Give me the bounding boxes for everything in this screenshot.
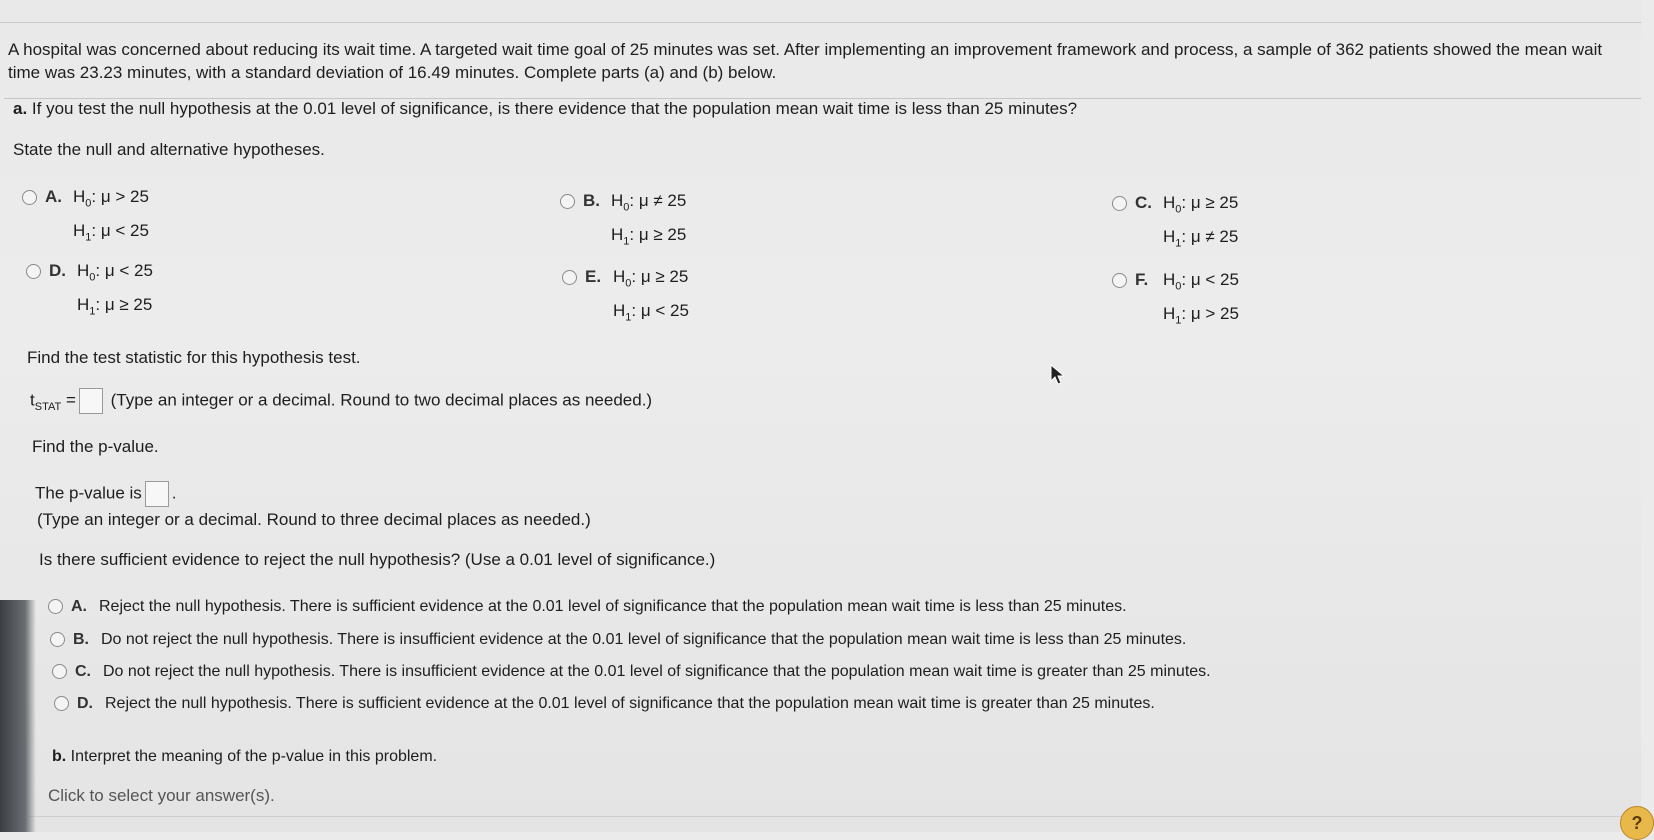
option-letter: B. xyxy=(583,191,600,210)
hypothesis-option-c[interactable]: C. $H_0$: μ ≥ 25 $H_1$: μ ≠ 25 xyxy=(1112,189,1238,258)
h0-subscript: 0 xyxy=(1175,203,1182,216)
h0-subscript: 0 xyxy=(1175,280,1182,293)
option-letter: F. xyxy=(1135,270,1149,289)
radio-button[interactable] xyxy=(560,194,575,209)
option-letter: E. xyxy=(585,267,602,286)
part-a-text: If you test the null hypothesis at the 0.01 level of significance, is there evidence that the population mean wait time is less than 25 minutes? xyxy=(31,99,1078,118)
period: . xyxy=(171,483,177,503)
pvalue-prompt: Find the p-value. xyxy=(32,437,159,456)
h0-value: μ ≥ 25 xyxy=(1190,193,1239,212)
pvalue-input[interactable] xyxy=(145,481,169,507)
decision-option-c[interactable] xyxy=(52,663,1211,681)
h0-subscript: 0 xyxy=(85,197,92,210)
h1-value: μ < 25 xyxy=(100,221,149,241)
tstat-row xyxy=(30,388,652,414)
h0-subscript: 0 xyxy=(89,271,96,284)
h0-value: μ > 25 xyxy=(100,187,149,206)
tstat-input[interactable] xyxy=(79,388,103,414)
click-to-select-prompt[interactable]: Click to select your answer(s). xyxy=(48,786,275,805)
h1-symbol: H xyxy=(1163,227,1176,247)
option-text: Do not reject the null hypothesis. There is insufficient evidence at the 0.01 level of significance that the population mean wait time is greater than 25 minutes. xyxy=(103,663,1211,680)
help-button[interactable]: ? xyxy=(1620,806,1654,840)
radio-button[interactable] xyxy=(1112,273,1127,288)
h0-symbol: H xyxy=(1163,270,1176,289)
h1-value: μ ≠ 25 xyxy=(1190,227,1239,247)
h0-symbol: H xyxy=(77,261,90,280)
h1-subscript: 1 xyxy=(625,311,632,324)
h1-symbol: H xyxy=(1163,304,1176,324)
h1-symbol: H xyxy=(73,221,86,241)
option-letter: D. xyxy=(49,261,66,280)
option-letter: D. xyxy=(77,695,93,712)
test-statistic-prompt: Find the test statistic for this hypothesis test. xyxy=(27,348,361,367)
h0-value: μ ≠ 25 xyxy=(638,191,687,210)
radio-button[interactable] xyxy=(48,599,63,614)
state-hypotheses-prompt: State the null and alternative hypotheses. xyxy=(13,140,325,159)
h1-subscript: 1 xyxy=(1175,314,1182,327)
part-b-label: b. xyxy=(52,748,67,765)
mouse-cursor-icon xyxy=(1050,364,1066,386)
hypothesis-option-d[interactable]: D. $H_0$: μ < 25 $H_1$: μ ≥ 25 xyxy=(26,257,153,326)
bottom-divider xyxy=(0,816,1641,817)
tstat-hint: (Type an integer or a decimal. Round to two decimal places as needed.) xyxy=(110,390,653,410)
tstat-label: t xyxy=(30,390,35,410)
option-letter: A. xyxy=(71,598,87,615)
radio-button[interactable] xyxy=(26,264,41,279)
h1-symbol: H xyxy=(613,301,626,321)
h0-value: μ < 25 xyxy=(1190,270,1239,289)
h0-symbol: H xyxy=(73,187,86,206)
decision-option-b[interactable] xyxy=(50,631,1186,649)
h1-symbol: H xyxy=(611,225,624,245)
top-divider xyxy=(0,22,1641,23)
hypothesis-option-f[interactable]: F. $H_0$: μ < 25 $H_1$: μ > 25 xyxy=(1112,266,1239,335)
decision-option-a[interactable] xyxy=(48,598,1127,616)
h0-value: μ ≥ 25 xyxy=(640,267,689,286)
h0-subscript: 0 xyxy=(625,277,632,290)
h1-value: μ ≥ 25 xyxy=(104,295,153,315)
radio-button[interactable] xyxy=(50,632,65,647)
option-text: Reject the null hypothesis. There is sufficient evidence at the 0.01 level of significance that the population mean wait time is greater than 25 minutes. xyxy=(105,695,1155,712)
decision-prompt: Is there sufficient evidence to reject the null hypothesis? (Use a 0.01 level of significance.) xyxy=(39,550,716,569)
option-text: Do not reject the null hypothesis. There is insufficient evidence at the 0.01 level of significance that the population mean wait time is less than 25 minutes. xyxy=(101,631,1187,648)
hypothesis-option-e[interactable]: E. $H_0$: μ ≥ 25 $H_1$: μ < 25 xyxy=(562,263,689,332)
part-a-question xyxy=(13,99,1077,119)
pvalue-label: The p-value is xyxy=(35,483,142,503)
h1-subscript: 1 xyxy=(85,231,92,244)
part-b-text: Interpret the meaning of the p-value in this problem. xyxy=(70,748,438,765)
tstat-subscript: STAT xyxy=(34,400,62,413)
hypothesis-option-b[interactable]: B. $H_0$: μ ≠ 25 $H_1$: μ ≥ 25 xyxy=(560,187,686,256)
h0-symbol: H xyxy=(613,267,626,286)
option-letter: B. xyxy=(73,631,89,648)
radio-button[interactable] xyxy=(52,664,67,679)
radio-button[interactable] xyxy=(54,696,69,711)
hypothesis-option-a[interactable]: A. $H_0$: μ > 25 $H_1$: μ < 25 xyxy=(22,183,149,252)
screen-edge-shadow xyxy=(0,600,36,832)
radio-button[interactable] xyxy=(562,270,577,285)
h1-subscript: 1 xyxy=(1175,237,1182,250)
h1-value: μ > 25 xyxy=(1190,304,1239,324)
h0-subscript: 0 xyxy=(623,201,630,214)
option-text: Reject the null hypothesis. There is sufficient evidence at the 0.01 level of significance that the population mean wait time is less than 25 minutes. xyxy=(99,598,1127,615)
h0-symbol: H xyxy=(1163,193,1176,212)
part-a-label: a. xyxy=(13,99,28,118)
option-letter: C. xyxy=(1135,193,1152,212)
radio-button[interactable] xyxy=(22,190,37,205)
part-b-question xyxy=(52,748,437,766)
h0-symbol: H xyxy=(611,191,624,210)
h1-subscript: 1 xyxy=(623,235,630,248)
h1-value: μ ≥ 25 xyxy=(638,225,687,245)
option-letter: C. xyxy=(75,663,91,680)
tstat-equals: = xyxy=(65,390,76,410)
h1-subscript: 1 xyxy=(89,305,96,318)
h0-value: μ < 25 xyxy=(104,261,153,280)
h1-symbol: H xyxy=(77,295,90,315)
h1-value: μ < 25 xyxy=(640,301,689,321)
radio-button[interactable] xyxy=(1112,196,1127,211)
pvalue-hint: (Type an integer or a decimal. Round to three decimal places as needed.) xyxy=(37,510,591,529)
decision-option-d[interactable] xyxy=(54,695,1155,713)
pvalue-row xyxy=(35,481,177,507)
problem-statement: A hospital was concerned about reducing its wait time. A targeted wait time goal of 25 minutes was set. After implementing an improvement framework and process, a sample of 362 patients showed the mean wait time was 23.23 minutes, with a standard deviation of 16.49 minutes. Complete parts (a) and (b) below. xyxy=(8,40,1603,82)
option-letter: A. xyxy=(45,187,62,206)
